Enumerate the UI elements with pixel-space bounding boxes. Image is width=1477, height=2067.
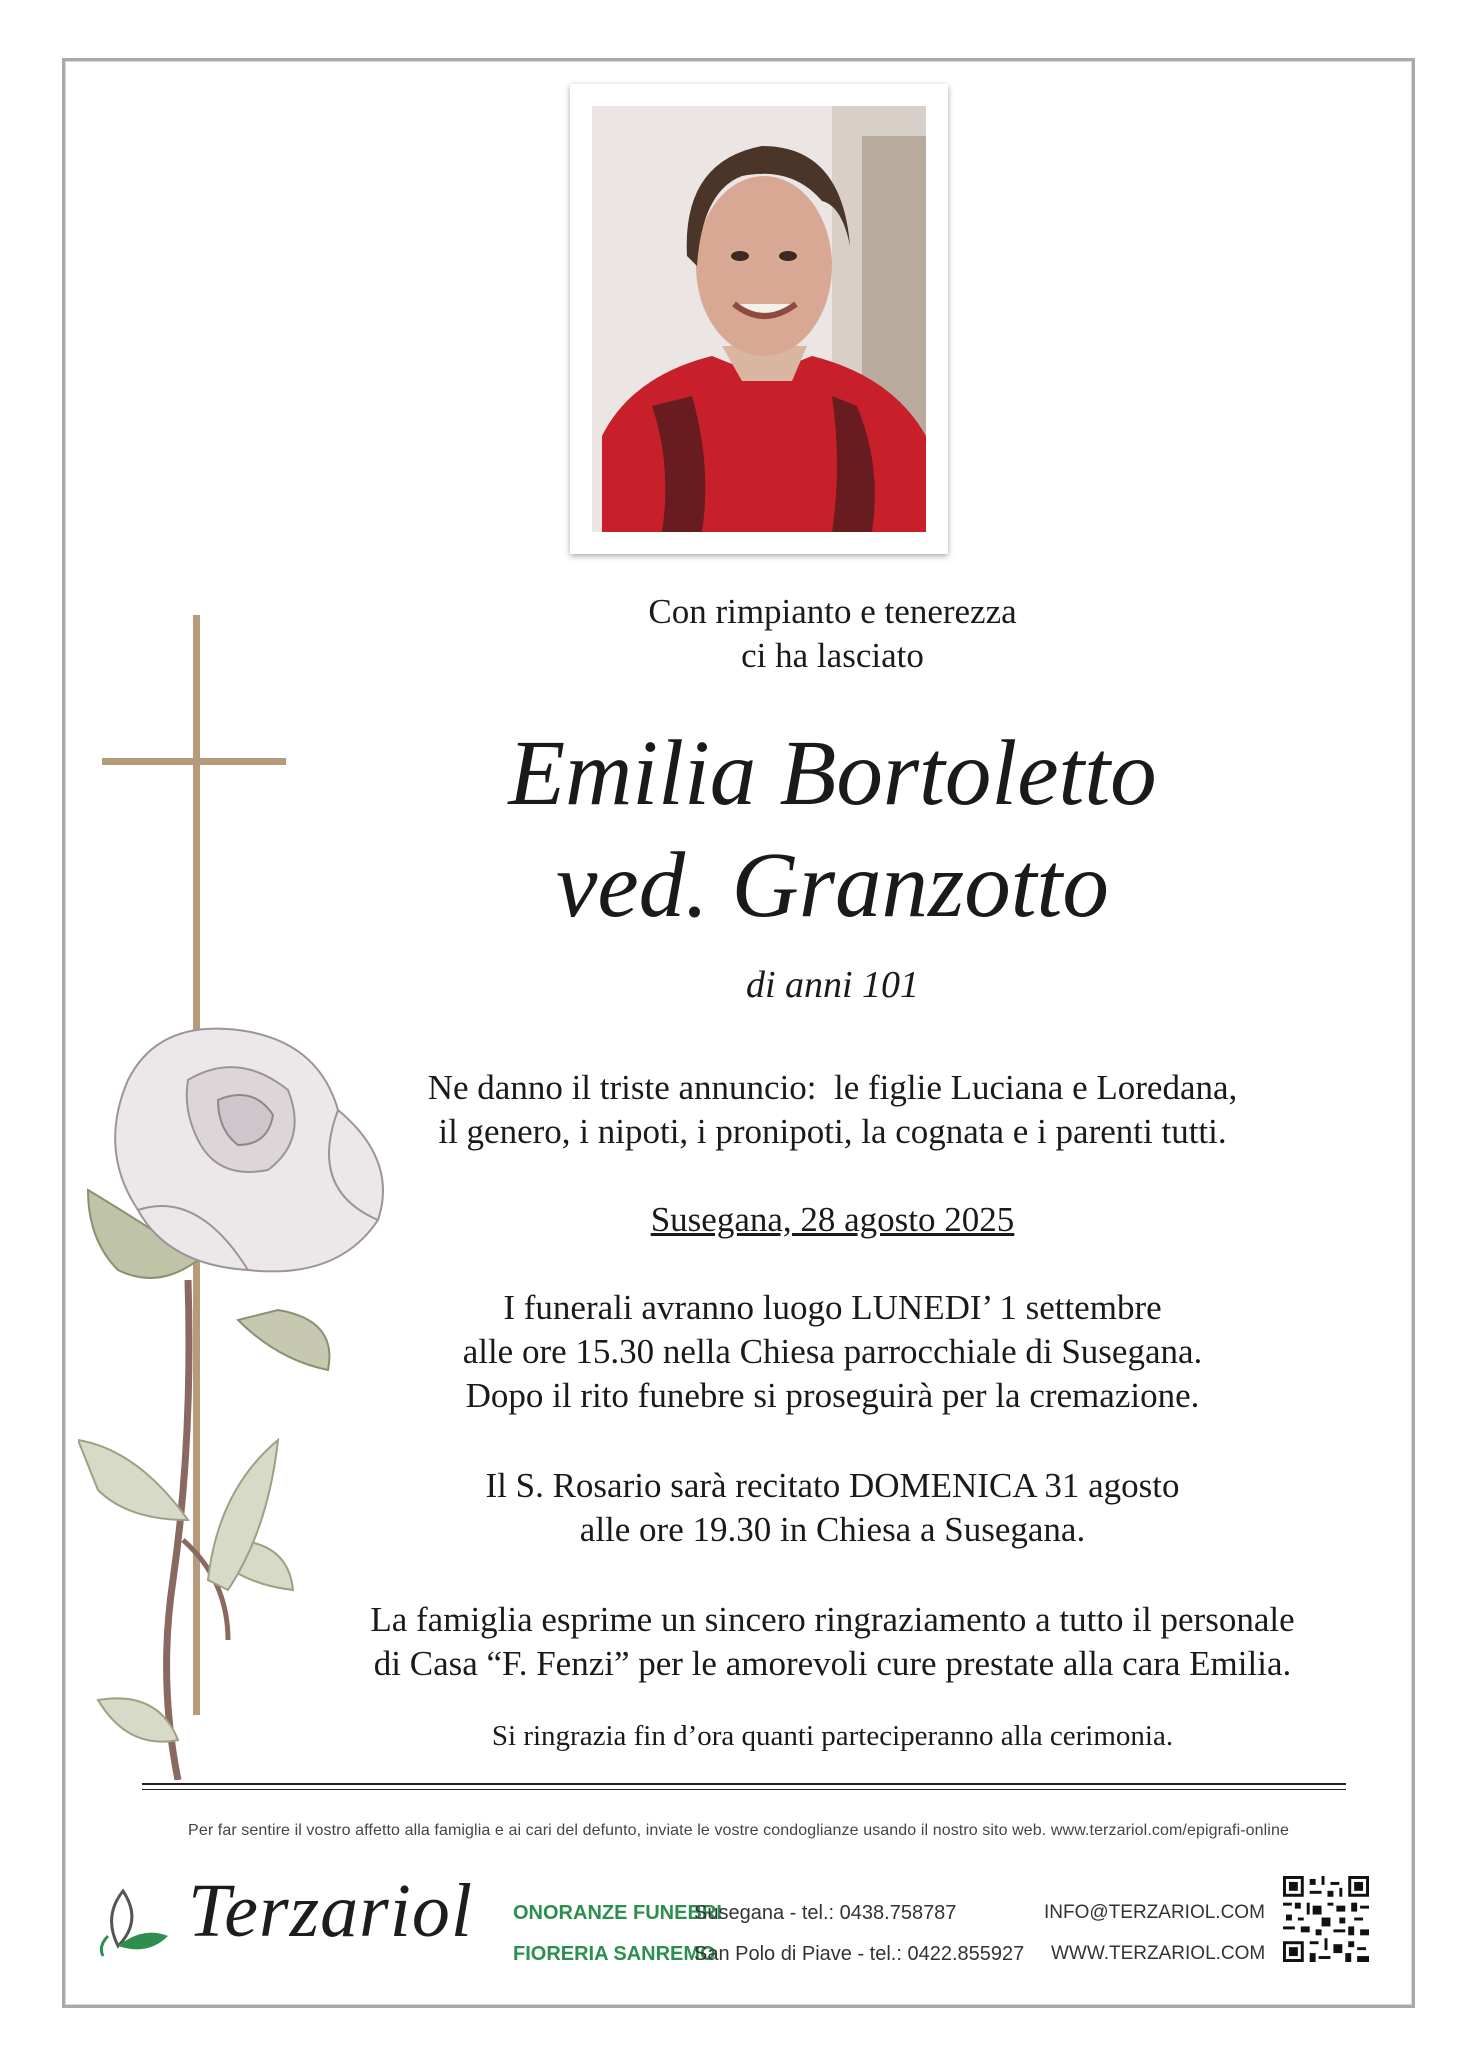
logo-leaf-icon xyxy=(98,1876,188,1966)
email-link[interactable]: INFO@TERZARIOL.COM xyxy=(1044,1902,1265,1923)
service-funeral: ONORANZE FUNEBRI xyxy=(513,1902,722,1924)
announce-line-2: il genero, i nipoti, i pronipoti, la cognata e i parenti tutti. xyxy=(438,1112,1227,1151)
cross-arm xyxy=(102,758,286,765)
website-link[interactable]: WWW.TERZARIOL.COM xyxy=(1051,1943,1266,1964)
funeral-line-2: alle ore 15.30 nella Chiesa parrocchiale di Susegana. xyxy=(462,1332,1203,1371)
service-florist: FIORERIA SANREMO xyxy=(513,1943,716,1965)
office-susegana: Susegana - tel.: 0438.758787 xyxy=(694,1902,957,1924)
announce-line-1: Ne danno il triste annuncio: le figlie Luciana e Loredana, xyxy=(427,1068,1238,1107)
rosary-details xyxy=(300,1464,1365,1552)
family-thanks xyxy=(300,1598,1365,1686)
condolences-note: Per far sentire il vostro affetto alla famiglia e ai cari del defunto, inviate le vostre condoglianze usando il nostro sito web. www.terzariol.com/epigrafi-online xyxy=(188,1822,1289,1839)
thanks-line-2: di Casa “F. Fenzi” per le amorevoli cure prestate alla cara Emilia. xyxy=(373,1644,1292,1683)
deceased-name xyxy=(300,718,1365,942)
name-line-2: ved. Granzotto xyxy=(556,834,1109,937)
qr-code-icon[interactable] xyxy=(1283,1876,1369,1962)
divider xyxy=(142,1783,1346,1785)
announcement xyxy=(300,1066,1365,1154)
funeral-line-3: Dopo il rito funebre si proseguirà per la cremazione. xyxy=(465,1376,1200,1415)
funeral-details xyxy=(300,1286,1365,1418)
closing-line: Si ringrazia fin d’ora quanti parteciperanno alla cerimonia. xyxy=(491,1720,1174,1752)
intro-text xyxy=(300,590,1365,678)
brand-name: Terzariol xyxy=(188,1869,473,1953)
brand-logo xyxy=(98,1869,498,1966)
place-date: Susegana, 28 agosto 2025 xyxy=(650,1200,1015,1239)
thanks-line-1: La famiglia esprime un sincero ringraziamento a tutto il personale xyxy=(370,1600,1295,1639)
intro-line-1: Con rimpianto e tenerezza xyxy=(648,592,1017,631)
name-line-1: Emilia Bortoletto xyxy=(508,722,1157,825)
rosary-line-2: alle ore 19.30 in Chiesa a Susegana. xyxy=(579,1510,1086,1549)
deceased-age: di anni 101 xyxy=(745,964,920,1006)
funeral-line-1: I funerali avranno luogo LUNEDI’ 1 settembre xyxy=(503,1288,1162,1327)
divider-thin xyxy=(142,1789,1346,1790)
intro-line-2: ci ha lasciato xyxy=(741,636,924,675)
rosary-line-1: Il S. Rosario sarà recitato DOMENICA 31 agosto xyxy=(485,1466,1180,1505)
office-san-polo: San Polo di Piave - tel.: 0422.855927 xyxy=(694,1943,1025,1965)
portrait-photo xyxy=(592,106,926,532)
portrait-frame xyxy=(570,84,948,554)
